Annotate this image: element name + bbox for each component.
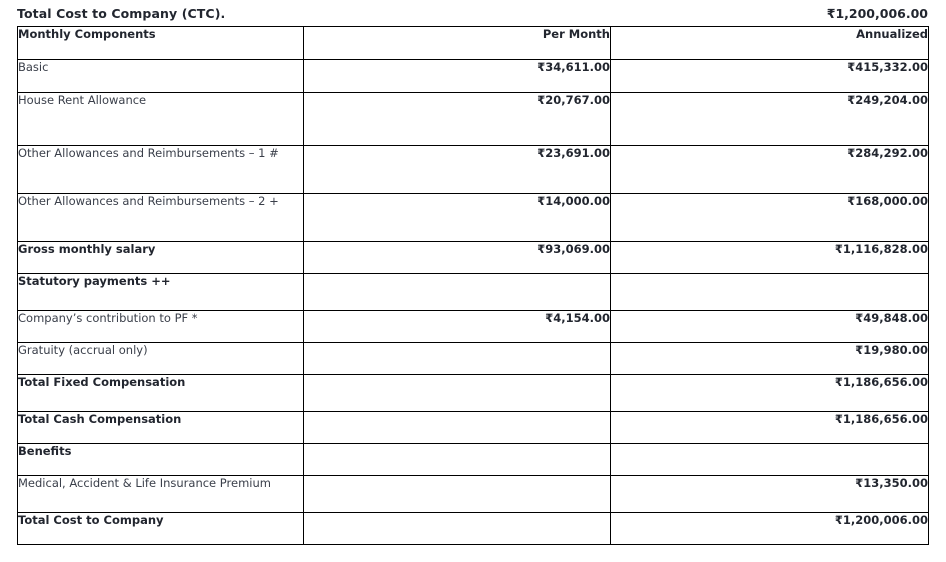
cell-component-label: Gratuity (accrual only)	[18, 343, 304, 375]
cell-annualized-value: ₹284,292.00	[611, 146, 929, 194]
cell-component-label: Gross monthly salary	[18, 242, 304, 274]
column-header-per-month: Per Month	[304, 27, 611, 60]
table-row	[18, 274, 929, 311]
cell-per-month-value	[304, 343, 611, 375]
table-row	[18, 194, 929, 242]
table-header-row	[18, 27, 929, 60]
cell-annualized-value: ₹415,332.00	[611, 60, 929, 93]
ctc-summary-header	[17, 3, 928, 23]
table-row	[18, 476, 929, 513]
cell-annualized-value: ₹1,200,006.00	[611, 513, 929, 545]
cell-per-month-value	[304, 412, 611, 444]
table-row	[18, 444, 929, 476]
table-row	[18, 513, 929, 545]
cell-component-label: House Rent Allowance	[18, 93, 304, 146]
table-row	[18, 242, 929, 274]
cell-annualized-value: ₹49,848.00	[611, 311, 929, 343]
cell-component-label: Company’s contribution to PF *	[18, 311, 304, 343]
cell-annualized-value: ₹249,204.00	[611, 93, 929, 146]
table-row	[18, 412, 929, 444]
cell-per-month-value	[304, 476, 611, 513]
table-body	[18, 60, 929, 545]
cell-per-month-value: ₹14,000.00	[304, 194, 611, 242]
ctc-total-amount: ₹1,200,006.00	[826, 5, 928, 21]
cell-annualized-value: ₹1,186,656.00	[611, 375, 929, 412]
cell-annualized-value: ₹19,980.00	[611, 343, 929, 375]
cell-per-month-value: ₹93,069.00	[304, 242, 611, 274]
cell-per-month-value: ₹4,154.00	[304, 311, 611, 343]
cell-annualized-value	[611, 444, 929, 476]
cell-component-label: Total Cash Compensation	[18, 412, 304, 444]
cell-per-month-value: ₹34,611.00	[304, 60, 611, 93]
table-header	[18, 27, 929, 60]
column-header-component: Monthly Components	[18, 27, 304, 60]
cell-annualized-value: ₹13,350.00	[611, 476, 929, 513]
cell-annualized-value: ₹1,186,656.00	[611, 412, 929, 444]
cell-component-label: Benefits	[18, 444, 304, 476]
cell-per-month-value	[304, 274, 611, 311]
cell-annualized-value: ₹168,000.00	[611, 194, 929, 242]
table-row	[18, 343, 929, 375]
cell-component-label: Total Fixed Compensation	[18, 375, 304, 412]
cell-per-month-value	[304, 375, 611, 412]
cell-component-label: Total Cost to Company	[18, 513, 304, 545]
page-title: Total Cost to Company (CTC).	[17, 5, 226, 21]
table-row	[18, 375, 929, 412]
cell-per-month-value	[304, 444, 611, 476]
cell-per-month-value	[304, 513, 611, 545]
cell-component-label: Basic	[18, 60, 304, 93]
cell-component-label: Medical, Accident & Life Insurance Premium	[18, 476, 304, 513]
cell-per-month-value: ₹23,691.00	[304, 146, 611, 194]
cell-component-label: Other Allowances and Reimbursements – 2 +	[18, 194, 304, 242]
cell-component-label: Other Allowances and Reimbursements – 1 #	[18, 146, 304, 194]
ctc-breakdown-table	[17, 26, 929, 545]
cell-annualized-value: ₹1,116,828.00	[611, 242, 929, 274]
table-row	[18, 311, 929, 343]
cell-component-label: Statutory payments ++	[18, 274, 304, 311]
table-row	[18, 60, 929, 93]
column-header-annualized: Annualized	[611, 27, 929, 60]
table-row	[18, 93, 929, 146]
cell-annualized-value	[611, 274, 929, 311]
table-row	[18, 146, 929, 194]
cell-per-month-value: ₹20,767.00	[304, 93, 611, 146]
